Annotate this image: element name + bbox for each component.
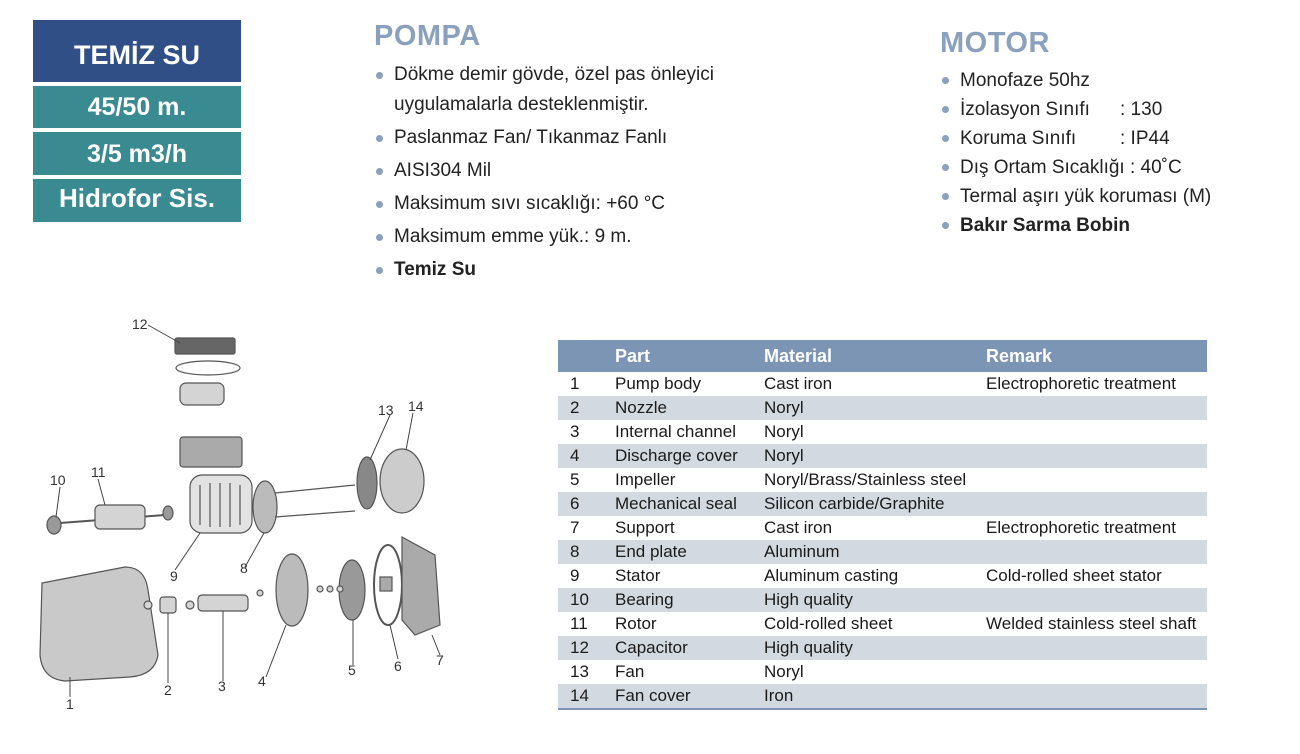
diagram-label: 1	[66, 696, 74, 712]
table-row	[558, 564, 1207, 588]
material-cell: High quality	[764, 588, 986, 612]
motor-feature	[940, 124, 1280, 153]
diagram-label: 11	[91, 464, 106, 480]
capacitor-ring	[176, 361, 240, 375]
material-cell: Aluminum casting	[764, 566, 899, 585]
motor-feature	[940, 182, 1280, 211]
remark-cell	[986, 468, 1207, 492]
part-number-cell: 12	[558, 636, 615, 660]
remark-cell	[986, 684, 1207, 709]
part-name-cell: Capacitor	[615, 636, 764, 660]
material-cell: Noryl	[764, 444, 986, 468]
pompa-feature: Temiz Su	[374, 255, 784, 285]
remark-cell: Welded stainless steel shaft	[986, 614, 1197, 633]
diagram-label: 5	[348, 662, 356, 678]
spec-badges	[33, 20, 241, 226]
motor-feature-label: Monofaze 50hz	[960, 70, 1090, 91]
pompa-feature: Maksimum emme yük.: 9 m.	[374, 222, 784, 252]
table-row	[558, 372, 1207, 396]
diagram-label: 4	[258, 673, 266, 689]
material-cell: Cold-rolled sheet	[764, 614, 893, 633]
remark-cell	[986, 588, 1207, 612]
discharge-cover-part	[276, 554, 308, 626]
table-row	[558, 588, 1207, 612]
part-name-cell: Rotor	[615, 614, 657, 633]
table-header-row	[558, 340, 1207, 372]
material-cell: Cast iron	[764, 518, 833, 537]
part-number-cell: 2	[558, 396, 615, 420]
pompa-feature: Dökme demir gövde, özel pas önleyici uygulamalarla desteklenmiştir.	[374, 60, 764, 120]
remark-cell	[986, 396, 1207, 420]
table-row	[558, 660, 1207, 684]
pompa-feature: Maksimum sıvı sıcaklığı: +60 °C	[374, 189, 784, 219]
remark-cell	[986, 660, 1207, 684]
motor-feature-value: 40˚C	[1135, 157, 1182, 178]
part-name-cell: Nozzle	[615, 396, 764, 420]
part-name-cell: Support	[615, 518, 675, 537]
column-header: Part	[615, 340, 764, 372]
table-row	[558, 396, 1207, 420]
material-cell: Noryl	[764, 396, 986, 420]
badge-system: Hidrofor Sis.	[33, 179, 241, 222]
pompa-title: POMPA	[374, 20, 481, 52]
table-row	[558, 636, 1207, 660]
part-number-cell: 14	[558, 684, 615, 709]
part-number-cell: 6	[558, 492, 615, 516]
rotor-part	[95, 505, 145, 529]
motor-feature-label: Termal aşırı yük koruması (M)	[960, 186, 1212, 207]
table-row	[558, 516, 1207, 540]
part-number-cell: 13	[570, 662, 589, 681]
part-number-cell: 3	[570, 422, 580, 441]
nozzle-part	[160, 597, 176, 613]
part-name-cell: Discharge cover	[615, 444, 764, 468]
part-number-cell: 11	[570, 614, 588, 633]
part-name-cell: Impeller	[615, 470, 676, 489]
diagram-label: 7	[436, 652, 444, 668]
column-header	[558, 340, 615, 372]
diagram-label: 14	[408, 398, 424, 414]
diagram-label: 9	[170, 568, 178, 584]
material-cell: Noryl	[764, 422, 804, 441]
table-row	[558, 444, 1207, 468]
part-name-cell: Bearing	[615, 588, 764, 612]
table-row	[558, 492, 1207, 516]
diagram-label: 12	[132, 316, 148, 332]
column-header: Remark	[986, 340, 1207, 372]
part-number-cell: 9	[570, 566, 580, 585]
part-number-cell: 10	[558, 588, 615, 612]
motor-features	[940, 66, 1280, 240]
fan-part	[357, 457, 377, 509]
motor-feature-label: Bakır Sarma Bobin	[960, 215, 1130, 236]
table-row	[558, 684, 1207, 709]
diagram-label: 6	[394, 658, 402, 674]
material-cell: Noryl	[764, 662, 804, 681]
motor-feature-value: : 130	[1120, 99, 1163, 120]
part-name-cell: Fan	[615, 662, 645, 681]
motor-title: MOTOR	[940, 27, 1050, 59]
remark-cell: Electrophoretic treatment	[986, 518, 1176, 537]
badge-water-type: TEMİZ SU	[33, 20, 241, 82]
remark-cell	[986, 444, 1207, 468]
material-cell: Cast iron	[764, 374, 833, 393]
table-row	[558, 540, 1207, 564]
material-cell: High quality	[764, 636, 986, 660]
part-name-cell: Internal channel	[615, 422, 736, 441]
exploded-pump-diagram	[30, 305, 500, 725]
capacitor-part	[175, 338, 235, 354]
pompa-feature: Paslanmaz Fan/ Tıkanmaz Fanlı	[374, 123, 784, 153]
part-name-cell: End plate	[615, 540, 764, 564]
remark-cell: Electrophoretic treatment	[986, 374, 1176, 393]
part-number-cell: 1	[570, 374, 580, 393]
end-plate-part	[253, 481, 277, 533]
remark-cell	[986, 420, 1207, 444]
diagram-label: 2	[164, 682, 172, 698]
motor-feature	[940, 211, 1280, 240]
motor-feature	[940, 153, 1280, 182]
diagram-label: 13	[378, 402, 394, 418]
motor-feature-label: İzolasyon Sınıfı	[960, 99, 1090, 120]
part-number-cell: 4	[558, 444, 615, 468]
part-number-cell: 5	[570, 470, 580, 489]
badge-flow: 3/5 m3/h	[33, 132, 241, 175]
material-cell: Noryl/Brass/Stainless steel	[764, 470, 967, 489]
bearing-part	[47, 516, 61, 534]
badge-head: 45/50 m.	[33, 86, 241, 128]
part-number-cell: 7	[570, 518, 580, 537]
parts-table-body	[558, 372, 1207, 709]
parts-table	[558, 340, 1207, 710]
pompa-features	[374, 60, 784, 288]
motor-feature-value: : IP44	[1120, 128, 1170, 149]
remark-cell	[986, 540, 1207, 564]
pompa-feature: AISI304 Mil	[374, 156, 784, 186]
table-row	[558, 612, 1207, 636]
motor-feature-label: Koruma Sınıfı	[960, 128, 1077, 149]
table-row	[558, 420, 1207, 444]
internal-channel-part	[198, 595, 248, 611]
diagram-label: 8	[240, 560, 248, 576]
table-row	[558, 468, 1207, 492]
fan-cover-part	[380, 449, 424, 513]
diagram-label: 3	[218, 678, 226, 694]
motor-feature	[940, 95, 1280, 124]
diagram-label: 10	[50, 472, 66, 488]
remark-cell: Cold-rolled sheet stator	[986, 566, 1162, 585]
motor-feature	[940, 66, 1280, 95]
stator-part	[190, 475, 252, 533]
remark-cell	[986, 636, 1207, 660]
material-cell: Silicon carbide/Graphite	[764, 492, 986, 516]
material-cell: Iron	[764, 684, 986, 709]
support-part	[402, 537, 440, 635]
part-number-cell: 8	[558, 540, 615, 564]
capacitor-body	[180, 383, 224, 405]
part-name-cell: Mechanical seal	[615, 492, 764, 516]
pump-body-part	[40, 567, 158, 681]
part-name-cell: Stator	[615, 566, 661, 585]
terminal-box	[180, 437, 242, 467]
remark-cell	[986, 492, 1207, 516]
motor-feature-label: Dış Ortam Sıcaklığı :	[960, 157, 1136, 178]
material-cell: Aluminum	[764, 540, 986, 564]
column-header: Material	[764, 340, 986, 372]
part-name-cell: Pump body	[615, 374, 701, 393]
part-name-cell: Fan cover	[615, 684, 764, 709]
